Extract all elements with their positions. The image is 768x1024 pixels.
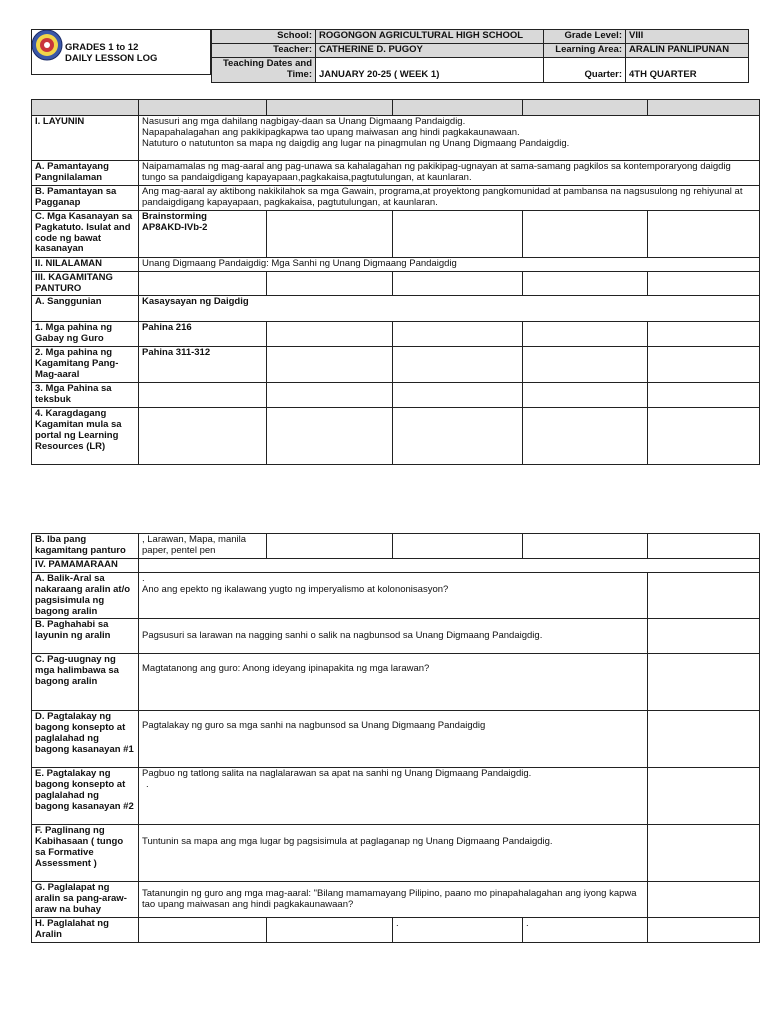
empty-cell xyxy=(648,572,760,619)
layunin-line: Nasusuri ang mga dahilang nagbigay-daan sa Unang Digmaang Pandaigdig. xyxy=(142,116,466,127)
dates-value: JANUARY 20-25 ( WEEK 1) xyxy=(316,57,544,82)
dll-title-line1: GRADES 1 to 12 xyxy=(65,42,139,53)
day-header-cell xyxy=(32,100,139,116)
lesson-table-2 xyxy=(31,533,760,943)
empty-cell xyxy=(648,882,760,918)
balik-aral-row xyxy=(32,572,760,619)
row-value xyxy=(139,210,267,257)
empty-cell xyxy=(648,654,760,711)
paglinang-row xyxy=(32,825,760,882)
empty-cell xyxy=(648,383,760,408)
school-value: ROGONGON AGRICULTURAL HIGH SCHOOL xyxy=(316,30,544,44)
layunin-row xyxy=(32,116,760,161)
row-value: Pagsusuri sa larawan na nagging sanhi o salik na nagbunsod sa Unang Digmaang Pandaigdig. xyxy=(139,619,648,654)
row-label: B. Paghahabi sa layunin ng aralin xyxy=(32,619,139,654)
row-label: B. Iba pang kagamitang panturo xyxy=(32,534,139,559)
lesson-table-1 xyxy=(31,99,760,465)
empty-cell xyxy=(267,210,393,257)
row-label: F. Paglinang ng Kabihasaan ( tungo sa Formative Assessment ) xyxy=(32,825,139,882)
empty-cell xyxy=(523,322,648,347)
header-info-table xyxy=(211,29,749,83)
kasanayan-row xyxy=(32,210,760,257)
dll-title xyxy=(65,42,157,65)
pagtalakay-2-dot: . xyxy=(146,779,149,791)
layunin-line: Natuturo o natutunton sa mapa ng daigdig ang lugar na pinagmulan ng Unang Digmaang Pandaigdig. xyxy=(142,137,570,149)
dates-label-line1: Teaching Dates and xyxy=(222,57,312,69)
kasanayan-value-2: AP8AKD-IVb-2 xyxy=(142,221,208,233)
empty-cell xyxy=(648,918,760,943)
row-label: 4. Karagdagang Kagamitan mula sa portal ng Learning Resources (LR) xyxy=(32,407,139,464)
empty-cell xyxy=(648,534,760,559)
day-header-cell xyxy=(648,100,760,116)
kagamitan-row xyxy=(32,271,760,296)
empty-cell xyxy=(523,271,648,296)
row-label: D. Pagtalakay ng bagong konsepto at paglalahad ng bagong kasanayan #1 xyxy=(32,711,139,768)
iba-pang-kagamitan-row xyxy=(32,534,760,559)
dll-title-line2: DAILY LESSON LOG xyxy=(65,53,158,65)
paglalahat-dot: . xyxy=(523,918,648,943)
gabay-guro-row xyxy=(32,322,760,347)
empty-cell xyxy=(393,210,523,257)
empty-cell xyxy=(523,383,648,408)
quarter-label: Quarter: xyxy=(544,57,626,82)
empty-cell xyxy=(648,825,760,882)
pagtalakay-1-row xyxy=(32,711,760,768)
row-label: B. Pamantayan sa Pagganap xyxy=(32,185,139,210)
day-header-cell xyxy=(139,100,267,116)
sanggunian-row xyxy=(32,296,760,322)
pagtalakay-2-text: Pagbuo ng tatlong salita na naglalarawan sa apat na sanhi ng Unang Digmaang Pandaigdig. xyxy=(142,768,532,780)
lr-portal-row xyxy=(32,407,760,464)
paglalapat-row xyxy=(32,882,760,918)
empty-cell xyxy=(648,347,760,383)
teacher-value: CATHERINE D. PUGOY xyxy=(316,43,544,57)
row-label: G. Paglalapat ng aralin sa pang-araw-araw na buhay xyxy=(32,882,139,918)
pamantayan-pagganap-row xyxy=(32,185,760,210)
layunin-line: Napapahalagahan ang pakikipagkapwa tao upang maiwasan ang hindi pagkakaunawaan. xyxy=(142,126,520,138)
pagtalakay-2-row xyxy=(32,768,760,825)
row-label: C. Mga Kasanayan sa Pagkatuto. Isulat and code ng bawat kasanayan xyxy=(32,210,139,257)
empty-cell xyxy=(267,383,393,408)
empty-cell xyxy=(267,407,393,464)
layunin-value xyxy=(139,116,760,161)
empty-cell xyxy=(393,534,523,559)
row-label: A. Balik-Aral sa nakaraang aralin at/o pagsisimula ng bagong aralin xyxy=(32,572,139,619)
empty-cell xyxy=(393,407,523,464)
empty-cell xyxy=(139,407,267,464)
layunin-label: I. LAYUNIN xyxy=(32,116,139,161)
paglalahat-dot: . xyxy=(393,918,523,943)
day-header-cell xyxy=(523,100,648,116)
empty-cell xyxy=(267,347,393,383)
row-label: 3. Mga Pahina sa teksbuk xyxy=(32,383,139,408)
row-label: 1. Mga pahina ng Gabay ng Guro xyxy=(32,322,139,347)
empty-cell xyxy=(139,271,267,296)
empty-cell xyxy=(648,711,760,768)
empty-cell xyxy=(523,210,648,257)
pamantayang-nilalaman-row xyxy=(32,161,760,186)
dates-label xyxy=(212,57,316,82)
row-value: Kasaysayan ng Daigdig xyxy=(139,296,760,322)
empty-cell xyxy=(267,271,393,296)
kagamitang-mag-aaral-row xyxy=(32,347,760,383)
empty-cell xyxy=(523,347,648,383)
row-label: II. NILALAMAN xyxy=(32,257,139,271)
empty-cell xyxy=(139,918,267,943)
school-label: School: xyxy=(212,30,316,44)
row-value: Magtatanong ang guro: Anong ideyang ipinapakita ng mga larawan? xyxy=(139,654,648,711)
area-label: Learning Area: xyxy=(544,43,626,57)
row-label: H. Paglalahat ng Aralin xyxy=(32,918,139,943)
empty-cell xyxy=(648,768,760,825)
empty-cell xyxy=(523,407,648,464)
kasanayan-value-1: Brainstorming xyxy=(142,210,207,222)
row-value xyxy=(139,768,648,825)
empty-cell xyxy=(267,918,393,943)
teksbuk-row xyxy=(32,383,760,408)
row-value: Pahina 216 xyxy=(139,322,267,347)
row-label: IV. PAMAMARAAN xyxy=(32,558,139,572)
empty-cell xyxy=(393,383,523,408)
empty-cell xyxy=(267,534,393,559)
balik-aral-dot: . xyxy=(142,572,145,584)
grade-value: VIII xyxy=(626,30,749,44)
row-value: Tuntunin sa mapa ang mga lugar bg pagsisimula at paglaganap ng Unang Digmaang Pandaigdig. xyxy=(139,825,648,882)
row-value: , Larawan, Mapa, manila paper, pentel pen xyxy=(139,534,267,559)
row-label: A. Sanggunian xyxy=(32,296,139,322)
paghahabi-row xyxy=(32,619,760,654)
row-label: C. Pag-uugnay ng mga halimbawa sa bagong aralin xyxy=(32,654,139,711)
row-label: 2. Mga pahina ng Kagamitang Pang-Mag-aaral xyxy=(32,347,139,383)
empty-cell xyxy=(139,383,267,408)
row-value xyxy=(139,572,648,619)
empty-cell xyxy=(393,347,523,383)
row-label: A. Pamantayang Pangnilalaman xyxy=(32,161,139,186)
row-value: Tatanungin ng guro ang mga mag-aaral: "Bilang mamamayang Pilipino, paano mo pinapahalagahan ang iyong kapwa tao upang maiwasan ang hindi pagkakaunawaan? xyxy=(139,882,648,918)
empty-cell xyxy=(648,210,760,257)
quarter-value: 4TH QUARTER xyxy=(626,57,749,82)
empty-cell xyxy=(393,322,523,347)
day-header-cell xyxy=(393,100,523,116)
balik-aral-text: Ano ang epekto ng ikalawang yugto ng imperyalismo at kolononisasyon? xyxy=(142,583,449,595)
teacher-label: Teacher: xyxy=(212,43,316,57)
row-value: Naipamamalas ng mag-aaral ang pag-unawa sa kahalagahan ng pakikipag-ugnayan at sama-samang pagkilos sa kontemporaryong daigdig tungo sa pandaigdigang kapayapaan,pagkakaisa,pagtutulungan, at kaunlaran. xyxy=(139,161,760,186)
row-label: III. KAGAMITANG PANTURO xyxy=(32,271,139,296)
day-header-cell xyxy=(267,100,393,116)
empty-cell xyxy=(523,534,648,559)
empty-cell xyxy=(139,558,760,572)
empty-cell xyxy=(648,619,760,654)
dates-label-line2: Time: xyxy=(286,68,312,80)
area-value: ARALIN PANLIPUNAN xyxy=(626,43,749,57)
empty-cell xyxy=(393,271,523,296)
row-value: Ang mag-aaral ay aktibong nakikilahok sa mga Gawain, programa,at proyektong pangkomunidad at pambansa na nagsusulong ng rehiyunal at pandaigdigang kapayapaan, pagkakaisa, pagtutulungan, at kaunlaran. xyxy=(139,185,760,210)
row-label: E. Pagtalakay ng bagong konsepto at paglalahad ng bagong kasanayan #2 xyxy=(32,768,139,825)
grade-label: Grade Level: xyxy=(544,30,626,44)
row-value: Unang Digmaang Pandaigdig: Mga Sanhi ng Unang Digmaang Pandaigdig xyxy=(139,257,760,271)
empty-cell xyxy=(648,322,760,347)
row-value: Pagtalakay ng guro sa mga sanhi na nagbunsod sa Unang Digmaang Pandaigdig xyxy=(139,711,648,768)
empty-cell xyxy=(648,271,760,296)
pag-uugnay-row xyxy=(32,654,760,711)
pamamaraan-row xyxy=(32,558,760,572)
empty-cell xyxy=(267,322,393,347)
row-value: Pahina 311-312 xyxy=(139,347,267,383)
empty-cell xyxy=(648,407,760,464)
paglalahat-row xyxy=(32,918,760,943)
nilalaman-row xyxy=(32,257,760,271)
day-header-row xyxy=(32,100,760,116)
